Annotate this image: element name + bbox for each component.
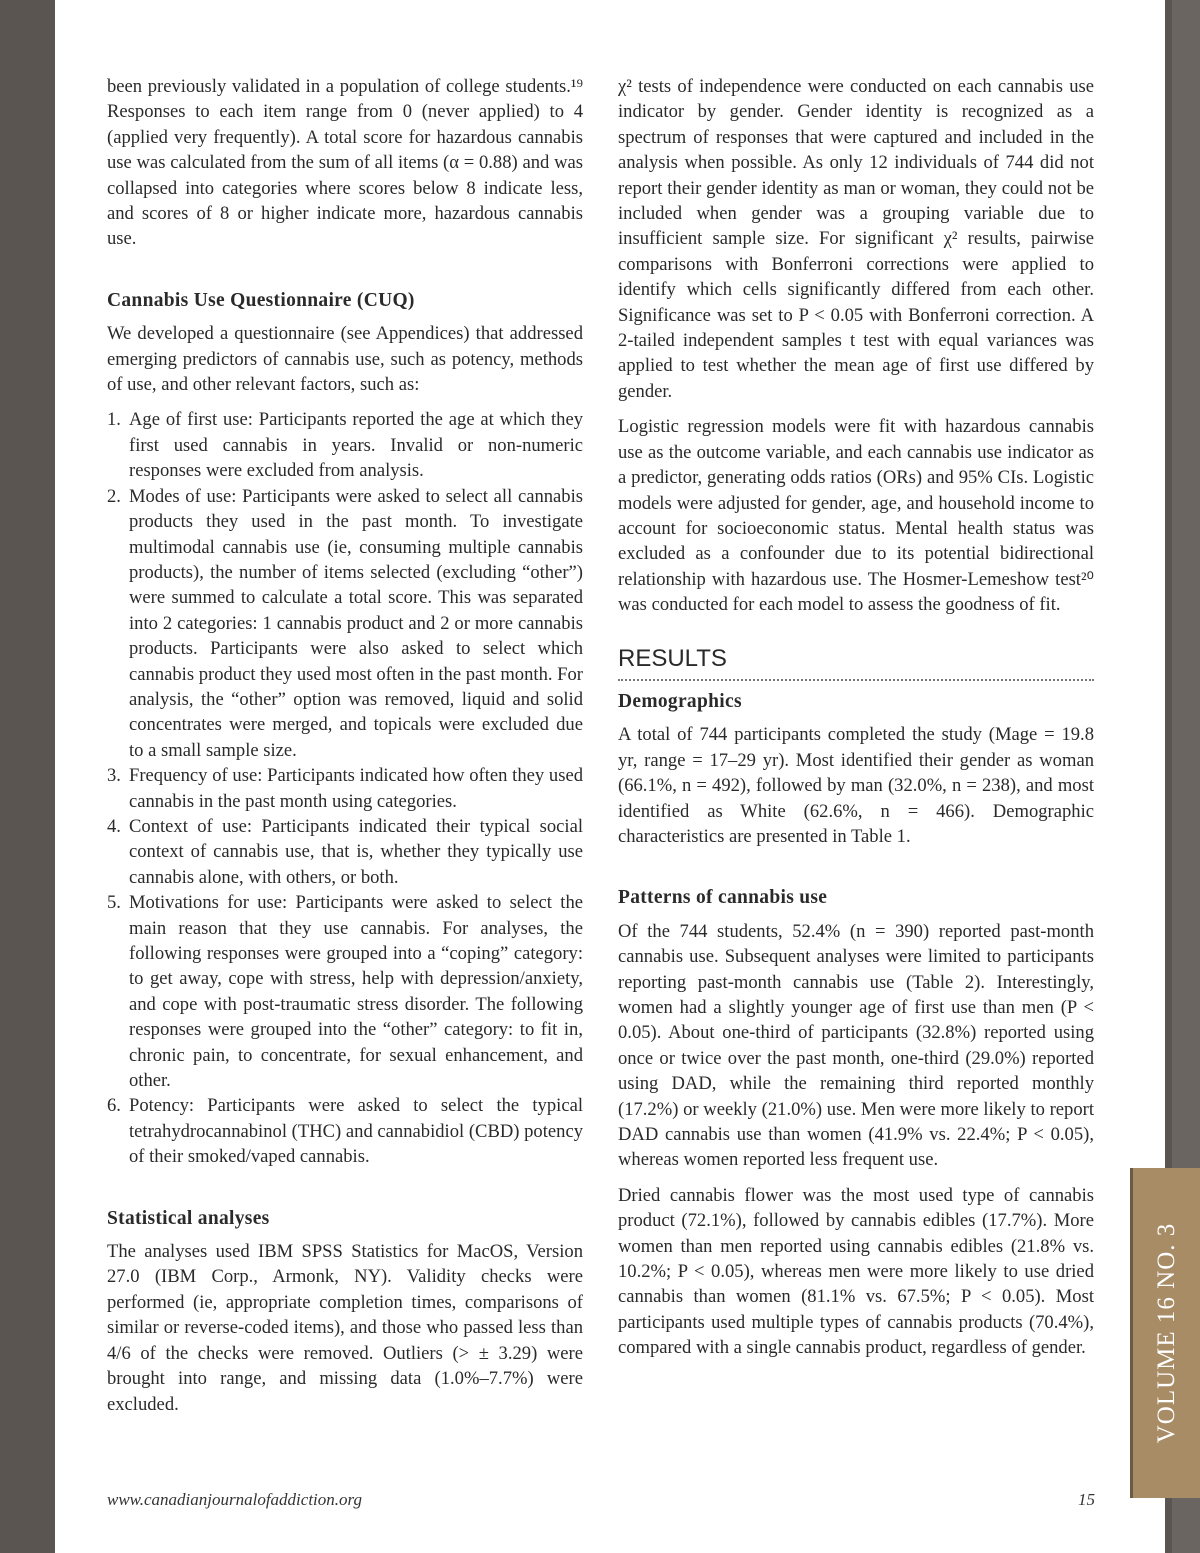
list-item: [107, 484, 583, 763]
list-text: Context of use: Participants indicated their typical social context of cannabis use, that is, whether they typically use cannabis alone, with others, or both.: [129, 815, 583, 888]
logistic-paragraph: Logistic regression models were fit with hazardous cannabis use as the outcome variable, and each cannabis use indicator as a predictor, generating odds ratios (ORs) and 95% CIs. Logistic models were adjusted for gender, age, and household income to account for socioeconomic status. Mental health status was excluded as a confounder due to its potential bidirectional relationship with hazardous use. The Hosmer-Lemeshow test²⁰ was conducted for each model to assess the goodness of fit.: [618, 416, 1094, 616]
patterns-heading: Patterns of cannabis use: [618, 887, 828, 909]
list-item: [107, 407, 583, 483]
list-text: Age of first use: Participants reported the age at which they first used cannabis in years. Invalid or non-numeric responses were excluded from analysis.: [129, 409, 583, 482]
list-item: [107, 1093, 583, 1169]
list-text: Modes of use: Participants were asked to select all cannabis products they used in the past month. To investigate multimodal cannabis use (ie, consuming multiple cannabis products), the number of items selected (excluding “other”) were summed to calculate a total score. This was separated into 2 categories: 1 cannabis product and 2 or more cannabis products. Participants were also asked to select which cannabis product they used most often in the past month. For analysis, the “other” option was removed, liquid and solid concentrates were merged, and topicals were excluded due to a small sample size.: [129, 485, 583, 761]
list-item: [107, 890, 583, 1093]
cuq-intro-paragraph: We developed a questionnaire (see Appendices) that addressed emerging predictors of cannabis use, such as potency, methods of use, and other relevant factors, such as:: [107, 323, 583, 396]
stats-paragraph: The analyses used IBM SPSS Statistics for MacOS, Version 27.0 (IBM Corp., Armonk, NY). Validity checks were performed (ie, appropriate completion times, comparisons of similar or reverse-coded items), and those who passed less than 4/6 of the checks were removed. Outliers (> ± 3.29) were brought into range, and missing data (1.0%–7.7%) were excluded.: [107, 1241, 583, 1415]
list-item: [107, 763, 583, 814]
results-heading: RESULTS: [618, 644, 727, 672]
volume-label: VOLUME 16 NO. 3: [1152, 1222, 1180, 1444]
right-column: [618, 74, 1094, 1371]
chi-square-paragraph: χ² tests of independence were conducted on each cannabis use indicator by gender. Gender identity is recognized as a spectrum of responses that were captured and included in the analysis when possible. As only 12 individuals of 744 did not report their gender identity as man or woman, they could not be included when gender was a grouping variable due to insufficient sample size. For significant χ² results, pairwise comparisons with Bonferroni corrections were applied to identify which cells significantly differed from each other. Significance was set to P < 0.05 with Bonferroni correction. A 2-tailed independent samples t test with equal variances was applied to test whether the mean age of first use differed by gender.: [618, 76, 1094, 402]
cuq-heading: Cannabis Use Questionnaire (CUQ): [107, 289, 415, 311]
patterns-paragraph-1: Of the 744 students, 52.4% (n = 390) reported past-month cannabis use. Subsequent analyses were limited to participants reporting past-month cannabis use (Table 2). Interestingly, women had a slightly younger age of first use than men (P < 0.05). About one-third of participants (32.8%) reported using once or twice over the past month, one-third (29.0%) reported using DAD, while the remaining third reported monthly (17.2%) or weekly (21.0%) use. Men were more likely to report DAD cannabis use than women (41.9% vs. 22.4%; P < 0.05), whereas women reported less frequent use.: [618, 920, 1094, 1171]
cuq-list: [107, 407, 583, 1169]
list-number: 4.: [107, 815, 121, 837]
left-column: [107, 74, 583, 1427]
list-number: 3.: [107, 765, 121, 787]
list-text: Motivations for use: Participants were asked to select the main reason that they use cannabis. For analyses, the following responses were grouped into a “coping” category: to get away, cope with stress, help with depression/anxiety, and cope with post-traumatic stress disorder. The following responses were grouped into the “other” category: to fit in, chronic pain, to concentrate, for sexual enhancement, and other.: [129, 892, 583, 1092]
results-divider: [618, 679, 1094, 681]
volume-side-tab: [1130, 1168, 1200, 1498]
demographics-paragraph: A total of 744 participants completed the study (Mage = 19.8 yr, range = 17–29 yr). Most identified their gender as woman (66.1%, n = 492), followed by man (32.0%, n = 238), and most identified as White (62.6%, n = 466). Demographic characteristics are presented in Table 1.: [618, 724, 1094, 847]
stats-heading: Statistical analyses: [107, 1207, 270, 1229]
patterns-paragraph-2: Dried cannabis flower was the most used type of cannabis product (72.1%), followed by cannabis edibles (17.7%). More women than men reported using cannabis edibles (21.8% vs. 10.2%; P < 0.05), whereas men were more likely to use dried cannabis than women (81.1% vs. 67.5%; P < 0.05). Most participants used multiple types of cannabis products (70.4%), compared with a single cannabis product, regardless of gender.: [618, 1184, 1094, 1359]
list-item: [107, 814, 583, 890]
list-number: 6.: [107, 1095, 121, 1117]
page-number: 15: [1078, 1490, 1095, 1509]
intro-paragraph: been previously validated in a population of college students.¹⁹ Responses to each item range from 0 (never applied) to 4 (applied very frequently). A total score for hazardous cannabis use was calculated from the sum of all items (α = 0.88) and was collapsed into categories where scores below 8 indicate less, and scores of 8 or higher indicate more, hazardous cannabis use.: [107, 76, 583, 250]
list-text: Potency: Participants were asked to select the typical tetrahydrocannabinol (THC) and cannabidiol (CBD) potency of their smoked/vaped cannabis.: [129, 1095, 583, 1168]
list-number: 2.: [107, 485, 121, 507]
footer-url-link[interactable]: www.canadianjournalofaddiction.org: [107, 1490, 363, 1509]
list-text: Frequency of use: Participants indicated how often they used cannabis in the past month using categories.: [129, 765, 583, 812]
demographics-heading: Demographics: [618, 690, 742, 712]
list-number: 1.: [107, 409, 121, 431]
list-number: 5.: [107, 892, 121, 914]
